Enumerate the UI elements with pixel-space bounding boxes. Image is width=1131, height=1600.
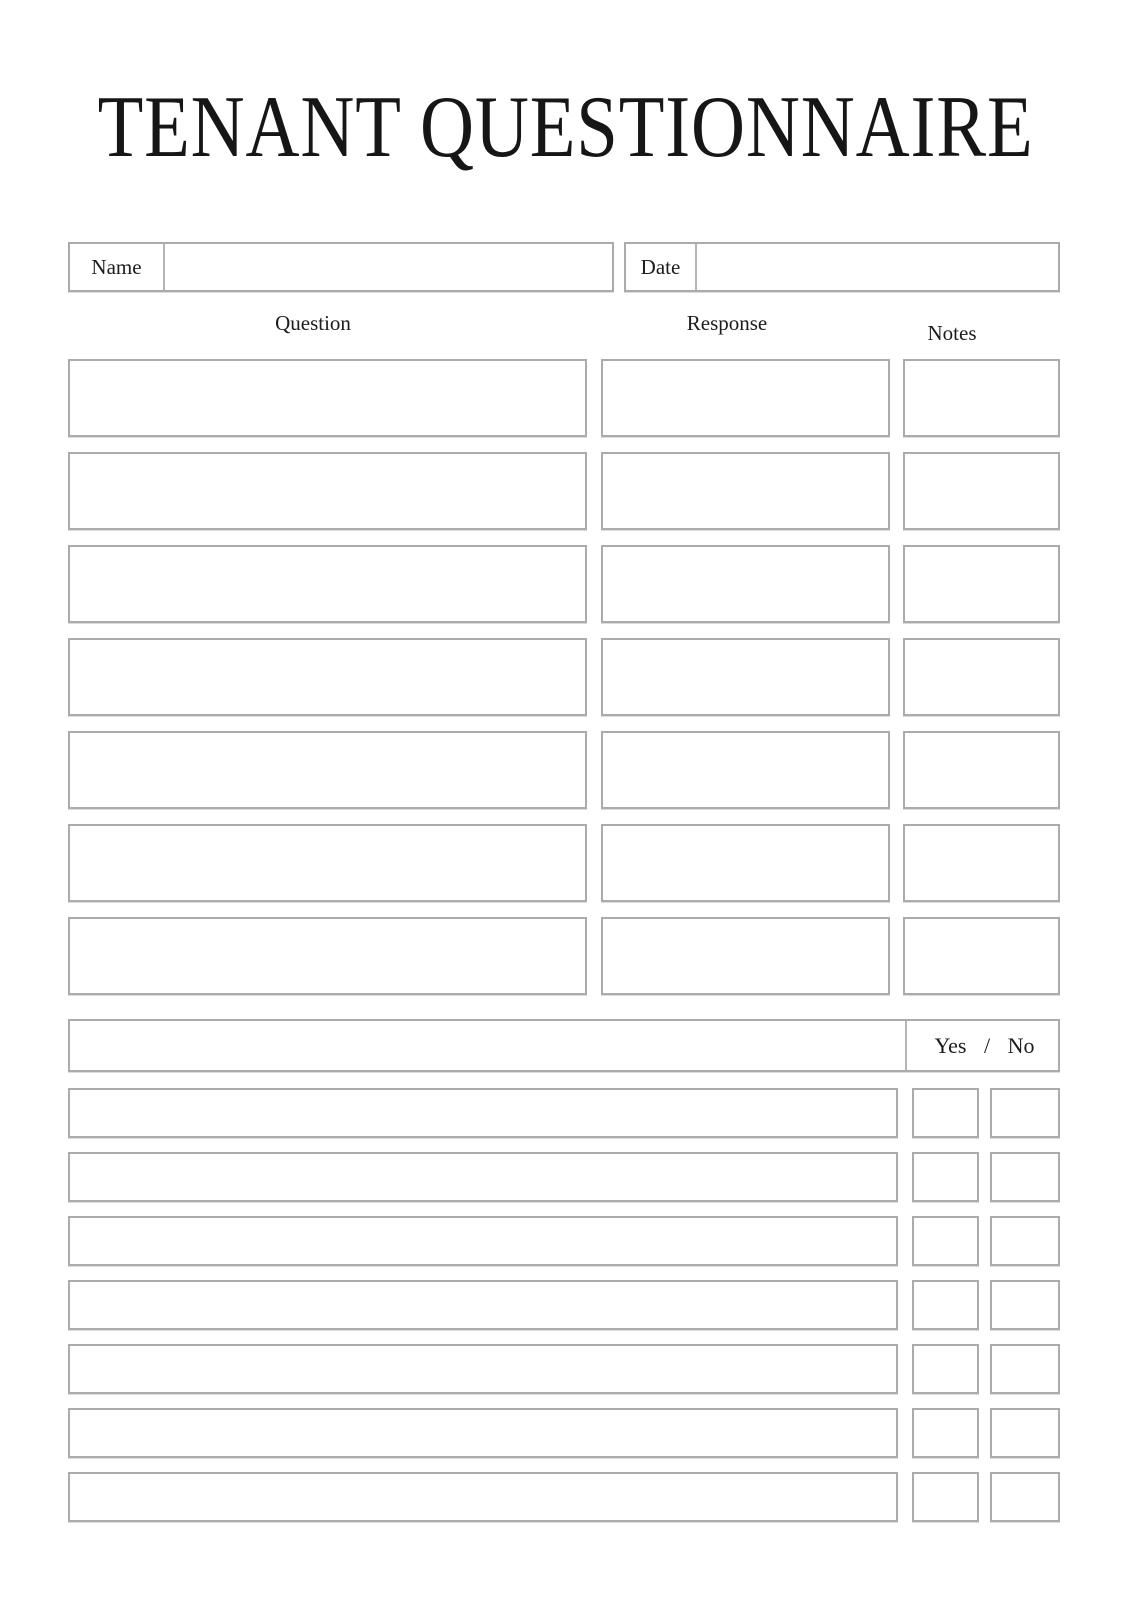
statement-cell[interactable] <box>68 1088 898 1138</box>
question-cell[interactable] <box>68 917 587 995</box>
date-label: Date <box>626 244 697 290</box>
question-column-header: Question <box>275 311 351 335</box>
name-input[interactable] <box>165 244 612 290</box>
statement-cell[interactable] <box>68 1152 898 1202</box>
notes-cell[interactable] <box>903 359 1060 437</box>
question-table-row <box>68 359 1060 437</box>
question-cell[interactable] <box>68 731 587 809</box>
notes-cell[interactable] <box>903 824 1060 902</box>
notes-cell[interactable] <box>903 731 1060 809</box>
response-cell[interactable] <box>601 452 890 530</box>
response-cell[interactable] <box>601 638 890 716</box>
name-label: Name <box>70 244 165 290</box>
yes-checkbox[interactable] <box>912 1216 979 1266</box>
yes-no-table-row <box>68 1408 1060 1458</box>
response-cell[interactable] <box>601 824 890 902</box>
question-table-row <box>68 731 1060 809</box>
yes-no-table-row <box>68 1216 1060 1266</box>
response-cell[interactable] <box>601 545 890 623</box>
date-input[interactable] <box>697 244 1058 290</box>
statement-cell[interactable] <box>68 1216 898 1266</box>
yes-no-table-row <box>68 1088 1060 1138</box>
no-checkbox[interactable] <box>990 1280 1060 1330</box>
no-checkbox[interactable] <box>990 1472 1060 1522</box>
yes-no-table <box>68 1088 1060 1536</box>
question-cell[interactable] <box>68 638 587 716</box>
yes-no-header-label: Yes / No <box>934 1032 1035 1058</box>
yes-checkbox[interactable] <box>912 1344 979 1394</box>
statement-cell[interactable] <box>68 1344 898 1394</box>
yes-checkbox[interactable] <box>912 1280 979 1330</box>
question-cell[interactable] <box>68 452 587 530</box>
statement-cell[interactable] <box>68 1472 898 1522</box>
yes-checkbox[interactable] <box>912 1088 979 1138</box>
question-table-row <box>68 452 1060 530</box>
question-cell[interactable] <box>68 545 587 623</box>
yes-no-table-row <box>68 1152 1060 1202</box>
notes-cell[interactable] <box>903 638 1060 716</box>
response-cell[interactable] <box>601 917 890 995</box>
yes-no-table-row <box>68 1280 1060 1330</box>
question-cell[interactable] <box>68 359 587 437</box>
name-field-group <box>68 242 614 292</box>
date-field-group <box>624 242 1060 292</box>
no-checkbox[interactable] <box>990 1408 1060 1458</box>
yes-checkbox[interactable] <box>912 1408 979 1458</box>
notes-cell[interactable] <box>903 452 1060 530</box>
yes-no-header-bar <box>68 1019 1060 1072</box>
no-checkbox[interactable] <box>990 1152 1060 1202</box>
page-title-row <box>0 79 1131 176</box>
question-table-row <box>68 917 1060 995</box>
question-table-row <box>68 638 1060 716</box>
notes-cell[interactable] <box>903 917 1060 995</box>
yes-no-table-row <box>68 1472 1060 1522</box>
yes-checkbox[interactable] <box>912 1152 979 1202</box>
question-table <box>68 359 1060 1010</box>
no-checkbox[interactable] <box>990 1216 1060 1266</box>
statement-cell[interactable] <box>68 1280 898 1330</box>
yes-no-header-cell <box>905 1021 1062 1070</box>
question-cell[interactable] <box>68 824 587 902</box>
response-cell[interactable] <box>601 359 890 437</box>
response-cell[interactable] <box>601 731 890 809</box>
notes-column-header: Notes <box>927 321 977 345</box>
page-title: TENANT QUESTIONNAIRE <box>97 79 1034 176</box>
question-table-row <box>68 824 1060 902</box>
yes-no-table-row <box>68 1344 1060 1394</box>
no-checkbox[interactable] <box>990 1344 1060 1394</box>
no-checkbox[interactable] <box>990 1088 1060 1138</box>
statement-cell[interactable] <box>68 1408 898 1458</box>
question-table-row <box>68 545 1060 623</box>
notes-cell[interactable] <box>903 545 1060 623</box>
response-column-header: Response <box>686 311 768 335</box>
yes-checkbox[interactable] <box>912 1472 979 1522</box>
